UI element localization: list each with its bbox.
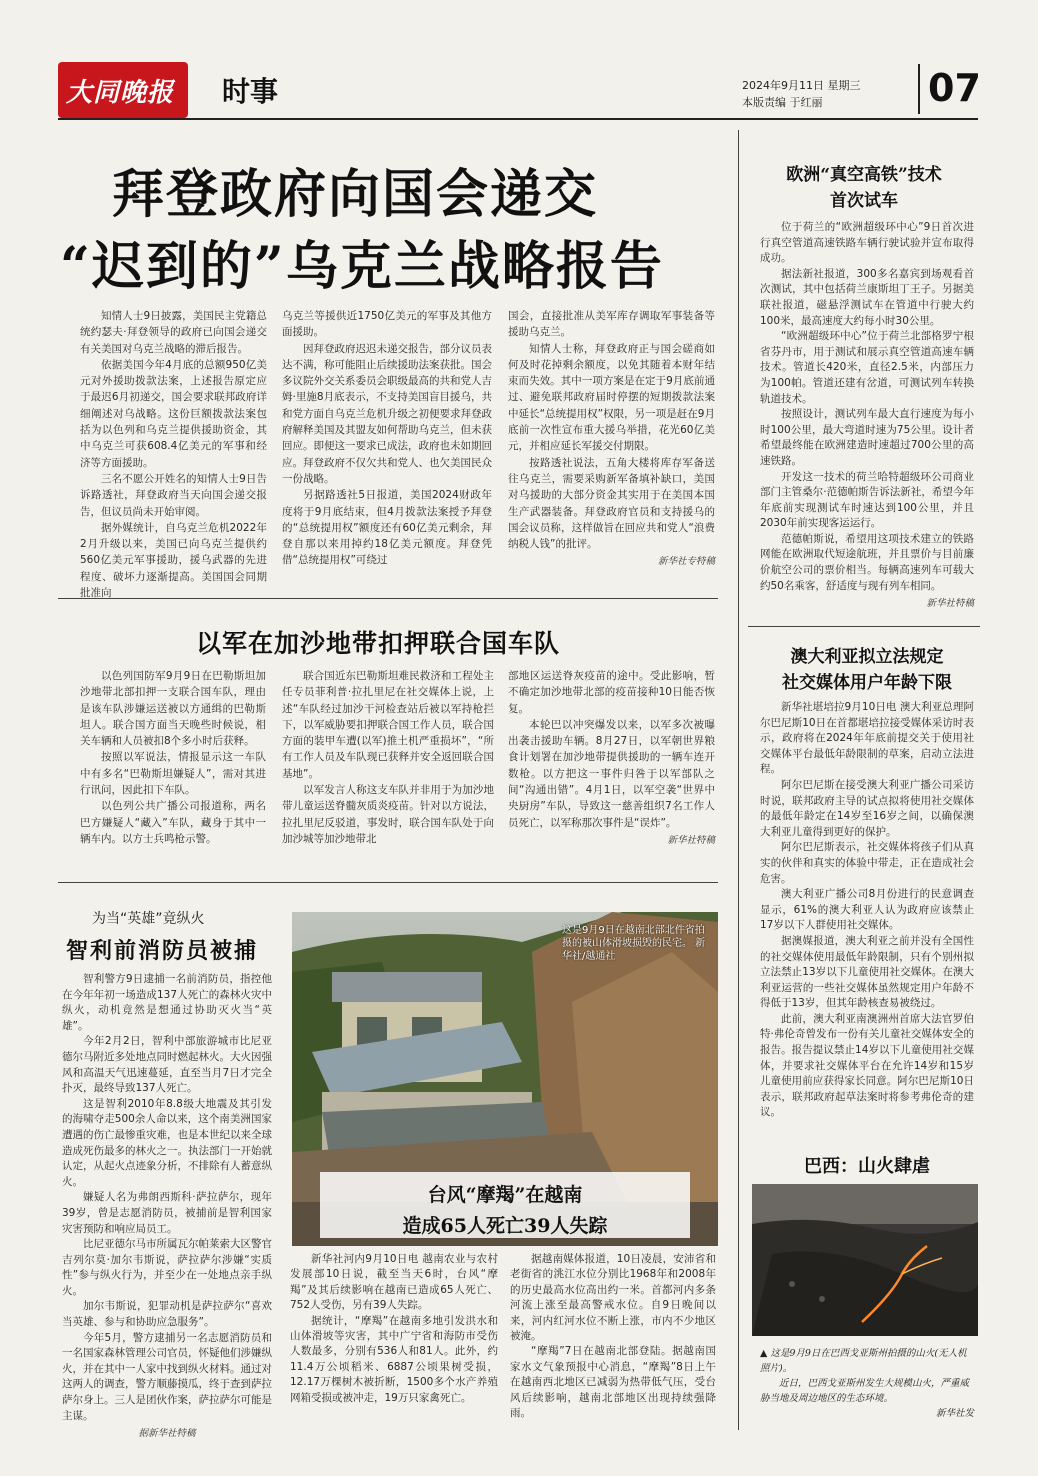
rail-paragraph: 按照设计，测试列车最大直行速度为每小时100公里，最大弯道时速为75公里。设计者希望最终能在欧洲建造时速超过700公里的高速铁路。 bbox=[760, 408, 974, 467]
rail-credit: 新华社特稿 bbox=[926, 598, 974, 610]
brazil-caption bbox=[760, 1346, 974, 1421]
chile-title: 智利前消防员被捕 bbox=[66, 938, 259, 964]
typhoon-paragraph: “摩羯”7日在越南北部登陆。据越南国家水文气象预报中心消息，“摩羯”8日上午在越南西北地区已减弱为热带低气压，受台风后续影响，越南北部地区出现持续强降雨。 bbox=[510, 1345, 716, 1420]
lead-paragraph: 依据美国今年4月底的总额950亿美元对外援助拨款法案，上述报告原定应于最迟6月初递交，国会要求联邦政府详细阐述对乌战略。这份巨额拨款法案包括为以色列和乌克兰提供援助资金，其中乌克兰可获608.4亿美元的军事和经济等方面援助。 bbox=[80, 358, 267, 469]
gaza-paragraph: 本轮巴以冲突爆发以来，以军多次被曝出袭击援助车辆。8月27日，以军朝世界粮食计划署在加沙地带提供援助的一辆车连开数枪。以方把这一事件归咎于以军部队之间“沟通出错”。4月1日，以军空袭“世界中央厨房”车队，导致这一慈善组织7名工作人员死亡，以军称那次事件是“误炸”。 bbox=[508, 718, 715, 829]
chile-paragraph: 这是智利2010年8.8级大地震及其引发的海啸夺走500余人命以来，这个南美洲国家遭遇的伤亡最惨重灾难，也是本世纪以来全球造成死伤最多的林火之一。执法部门一开始就认定，从起火点迹象分析，不排除有人蓄意纵火。 bbox=[62, 1097, 272, 1188]
typhoon-photo-caption: 这是9月9日在越南北部北件省拍摄的被山体滑坡损毁的民宅。 新华社/越通社 bbox=[562, 925, 706, 962]
typhoon-column-1 bbox=[290, 1252, 498, 1406]
lead-paragraph: 据外媒统计，自乌克兰危机2022年2月升级以来，美国已向乌克兰提供约560亿美元军事援助，援乌武器的先进程度、破坏力逐渐提高。美国国会同期批准向 bbox=[80, 521, 267, 600]
gaza-column-2 bbox=[282, 668, 494, 847]
lead-paragraph: 乌克兰等援供近1750亿美元的军事及其他方面援助。 bbox=[282, 310, 492, 339]
typhoon-title-line1: 台风“摩羯”在越南 bbox=[427, 1184, 583, 1206]
typhoon-column-2 bbox=[510, 1252, 716, 1421]
lead-title-line1: 拜登政府向国会递交 bbox=[112, 164, 599, 225]
typhoon-paragraph: 据统计，“摩羯”在越南多地引发洪水和山体滑坡等灾害，其中广宁省和海防市受伤人数最多，分别有536人和81人。此外，约11.4万公顷稻米、6887公顷果树受损，12.17万棵树木被折断，1500多个水产养殖网箱受损或被冲走，19万只家禽死亡。 bbox=[290, 1314, 498, 1404]
chile-body bbox=[62, 972, 272, 1442]
australia-title-line1: 澳大利亚拟立法规定 bbox=[790, 647, 944, 667]
typhoon-title-box bbox=[320, 1172, 690, 1238]
rail-title-line2: 首次试车 bbox=[830, 191, 898, 211]
gaza-title: 以军在加沙地带扣押联合国车队 bbox=[196, 629, 561, 658]
australia-paragraph: 澳大利亚广播公司8月份进行的民意调查显示，61%的澳大利亚人认为政府应该禁止17岁以下人群使用社交媒体。 bbox=[760, 888, 974, 932]
typhoon-title-line2: 造成65人死亡39人失踪 bbox=[402, 1215, 608, 1237]
australia-paragraph: 阿尔巴尼斯表示，社交媒体将孩子们从真实的伙伴和真实的体验中带走，正在造成社会危害。 bbox=[760, 841, 974, 885]
lead-paragraph: 国会，直接批准从美军库存调取军事装备等援助乌克兰。 bbox=[508, 310, 715, 339]
logo-text: 大同晚报 bbox=[66, 78, 175, 108]
section-divider bbox=[58, 598, 718, 599]
gaza-paragraph: 部地区运送脊灰疫苗的途中。受此影响，暂不确定加沙地带北部的疫苗接种10日能否恢复。 bbox=[508, 670, 715, 715]
lead-column-2 bbox=[282, 308, 492, 569]
section-divider bbox=[58, 882, 718, 883]
brazil-photo bbox=[752, 1184, 978, 1336]
australia-paragraph: 此前，澳大利亚南澳洲州首席大法官罗伯特·弗伦奇曾发布一份有关儿童社交媒体安全的报告。报告提议禁止14岁以下儿童使用社交媒体，并要求社交媒体平台在允许14岁和15岁儿童使用前应获得家长同意。阿尔巴尼斯10日表示，联邦政府起草法案时将参考弗伦奇的建议。 bbox=[760, 1012, 974, 1119]
gaza-column-1 bbox=[80, 668, 266, 847]
brazil-caption-line2: 近日，巴西戈亚斯州发生大规模山火，严重威胁当地及周边地区的生态环境。 bbox=[760, 1378, 970, 1404]
wildfire-image bbox=[752, 1184, 978, 1336]
typhoon-paragraph: 据越南媒体报道，10日凌晨，安沛省和老街省的洮江水位分别比1968年和2008年的历史最高水位高出约一米。首都河内多条河流上涨至最高警戒水位。自9日晚间以来，河内红河水位不断上涨，市内不少地区被淹。 bbox=[510, 1253, 716, 1343]
gaza-paragraph: 以色列公共广播公司报道称，两名巴方嫌疑人“藏入”车队，藏身于其中一辆车内。以方士兵鸣枪示警。 bbox=[80, 800, 266, 845]
rail-paragraph: 范德帕斯说，希望用这项技术建立的铁路网能在欧洲取代短途航班，并且票价与目前廉价航空公司的票价相当。每辆高速列车可载大约50名乘客，舒适度与现有列车相同。 bbox=[760, 532, 974, 592]
gaza-column-3 bbox=[508, 668, 715, 849]
chile-paragraph: 嫌疑人名为弗朗西斯科·萨拉萨尔，现年39岁，曾是志愿消防员，被捕前是智利国家灾害预防和响应局员工。 bbox=[62, 1191, 272, 1235]
rail-paragraph: 据法新社报道，300多名嘉宾到场观看首次测试，其中包括荷兰康斯坦丁王子。另据美联社报道，磁悬浮测试车在管道中行驶大约100米，最高速度大约每小时30公里。 bbox=[760, 267, 974, 327]
rail-body bbox=[760, 220, 974, 612]
australia-paragraph: 阿尔巴尼斯在接受澳大利亚广播公司采访时说，联邦政府主导的试点拟将使用社交媒体的最低年龄定在14岁至16岁之间，以确保澳大利亚儿童得到更好的保护。 bbox=[760, 778, 974, 838]
lead-paragraph: 知情人士9日披露，美国民主党籍总统约瑟夫·拜登领导的政府已向国会递交有关美国对乌克兰战略的滞后报告。 bbox=[80, 310, 267, 355]
rail-paragraph: 位于荷兰的“欧洲超级环中心”9日首次进行真空管道高速铁路车辆行驶试验并宣布取得成功。 bbox=[760, 221, 974, 265]
page-number: 07 bbox=[928, 66, 981, 110]
chile-kicker: 为当“英雄”竟纵火 bbox=[92, 911, 205, 927]
lead-paragraph: 知情人士称，拜登政府正与国会磋商如何及时花掉剩余额度，以免其随着本财年结束而失效。其中一项方案是在定于9月底前通过、避免联邦政府届时停摆的短期拨款法案中延长“总统提用权”权限，另一项是赶在9月底前一次性宣布重大援乌举措，花光60亿美元，并相应延长军援交付期限。 bbox=[508, 342, 715, 453]
typhoon-paragraph: 新华社河内9月10日电 越南农业与农村发展部10日说，截至当天6时，台风“摩羯”及其后续影响在越南已造成65人死亡、752人受伤，另有39人失踪。 bbox=[290, 1253, 498, 1312]
header-editor: 本版责编 于红丽 bbox=[742, 96, 823, 109]
chile-paragraph: 比尼亚德尔马市所属瓦尔帕莱索大区警官吉列尔莫·加尔韦斯说，萨拉萨尔涉嫌“实质性”参与纵火行为，并至少在一处地点亲手纵火。 bbox=[62, 1238, 272, 1297]
rail-paragraph: 开发这一技术的荷兰哈特超级环公司商业部门主管桑尔·范德帕斯告诉法新社，希望今年年底前实现测试车时速达到100公里，并且2030年前实现客运运行。 bbox=[760, 470, 974, 530]
gaza-paragraph: 联合国近东巴勒斯坦难民救济和工程处主任专员菲利普·拉扎里尼在社交媒体上说，上述“车队经过加沙干河检查站后被以军持枪拦下，以军威胁要扣押联合国工作人员，联合国方面的装甲车遭(以军)推土机严重损坏”，“所有工作人员及车队现已获释并安全返回联合国基地”。 bbox=[282, 670, 494, 780]
lead-paragraph: 三名不愿公开姓名的知情人士9日告诉路透社，拜登政府当天向国会递交报告，但议员尚未开始审阅。 bbox=[80, 472, 267, 518]
header-date: 2024年9月11日 星期三 bbox=[742, 79, 861, 92]
chile-paragraph: 智利警方9日逮捕一名前消防员，指控他在今年年初一场造成137人死亡的森林火灾中纵火，动机竟然是想通过协助灭火当“英雄”。 bbox=[62, 973, 272, 1032]
lead-column-1 bbox=[80, 308, 267, 601]
chile-paragraph: 今年2月2日，智利中部旅游城市比尼亚德尔马附近多处地点同时燃起林火。大火因强风和高温天气迅速蔓延，直至当月7日才完全扑灭，最终导致137人死亡。 bbox=[62, 1035, 272, 1095]
australia-body bbox=[760, 700, 974, 1121]
masthead-logo bbox=[58, 62, 188, 118]
chile-credit: 据新华社特稿 bbox=[138, 1428, 196, 1440]
chile-paragraph: 今年5月，警方逮捕另一名志愿消防员和一名国家森林管理公司官员，怀疑他们涉嫌纵火，并在其中一人家中找到纵火材料。通过对这两人的调查，警方顺藤摸瓜，终于查到萨拉萨尔身上。三人是团伙作案，萨拉萨尔可能是主谋。 bbox=[62, 1331, 272, 1422]
lead-paragraph: 按路透社说法，五角大楼将库存军备送往乌克兰，需要采购新军备填补缺口，美国对乌援助的大部分资金其实用于在美国本国生产武器装备。拜登政府官员和支持援乌的国会议员称，这样做旨在回应共和党人“浪费纳税人钱”的批评。 bbox=[508, 456, 715, 551]
gaza-paragraph: 以军发言人称这支车队并非用于为加沙地带儿童运送脊髓灰质炎疫苗。针对以方说法，拉扎里尼反驳道，事发时，联合国车队处于向加沙城等加沙地带北 bbox=[282, 784, 494, 845]
australia-paragraph: 新华社堪培拉9月10日电 澳大利亚总理阿尔巴尼斯10日在首都堪培拉接受媒体采访时表示，政府将在2024年年底前提交关于使用社交媒体平台最低年龄限制的草案，启动立法进程。 bbox=[760, 701, 974, 776]
australia-paragraph: 据澳媒报道，澳大利亚之前并没有全国性的社交媒体使用最低年龄限制，只有个别州拟立法禁止13岁以下儿童使用社交媒体。在澳大利亚运营的一些社交媒体虽然规定用户年龄不得低于13岁，但其年龄核查易被绕过。 bbox=[760, 934, 974, 1010]
brazil-caption-line1: ▲ 这是9月9日在巴西戈亚斯州拍摄的山火(无人机照片)。 bbox=[760, 1348, 967, 1374]
rail-paragraph: “欧洲超级环中心”位于荷兰北部格罗宁根省芬丹市，用于测试和展示真空管道高速车辆技术。管道长420米，直径2.5米，内部压力为100帕。管道还建有岔道，可测试列车转换轨道技术。 bbox=[760, 330, 974, 405]
brazil-credit: 新华社发 bbox=[935, 1408, 974, 1419]
section-divider bbox=[748, 626, 980, 627]
column-divider bbox=[738, 130, 739, 1430]
rail-title-line1: 欧洲“真空高铁”技术 bbox=[786, 165, 942, 185]
header-divider bbox=[918, 64, 920, 114]
brazil-title: 巴西：山火肆虐 bbox=[804, 1156, 930, 1177]
gaza-paragraph: 按照以军说法，情报显示这一车队中有多名“巴勒斯坦嫌疑人”，需对其进行讯问，因此扣下车队。 bbox=[80, 751, 266, 797]
lead-title-line2: “迟到的”乌克兰战略报告 bbox=[60, 236, 664, 297]
gaza-paragraph: 以色列国防军9月9日在巴勒斯坦加沙地带北部扣押一支联合国车队，理由是该车队涉嫌运送被以方通缉的巴勒斯坦人。联合国方面当天晚些时候说，相关车辆和人员被扣8个多小时后获释。 bbox=[80, 670, 266, 748]
gaza-credit: 新华社特稿 bbox=[667, 834, 715, 846]
section-title: 时事 bbox=[222, 75, 279, 108]
lead-paragraph: 另据路透社5日报道，美国2024财政年度将于9月底结束，但4月拨款法案授予拜登的“总统提用权”额度还有60亿美元剩余，拜登自那以来用掉约18亿美元额度。拜登凭借“总统提用权”可绕过 bbox=[282, 489, 492, 567]
header-rule bbox=[58, 118, 978, 120]
chile-paragraph: 加尔韦斯说，犯罪动机是萨拉萨尔“喜欢当英雄、参与和协助应急服务”。 bbox=[62, 1300, 272, 1329]
lead-credit: 新华社专特稿 bbox=[657, 556, 715, 568]
australia-title-line2: 社交媒体用户年龄下限 bbox=[782, 673, 952, 693]
lead-paragraph: 因拜登政府迟迟未递交报告，部分议员表达不满，称可能阻止后续援助法案获批。国会多议院外交关系委员会职级最高的共和党人吉姆·里施8月底表示，不支持美国盲目援乌，共和党方面自乌克兰危机升级之初便要求拜登政府解释美国及其盟友如何帮助乌克兰，但未获回应。即便这一要求已成法，政府也未如期回应。拜登政府不仅欠共和党人、也欠美国民众一份战略。 bbox=[282, 342, 492, 485]
lead-column-3 bbox=[508, 308, 715, 571]
